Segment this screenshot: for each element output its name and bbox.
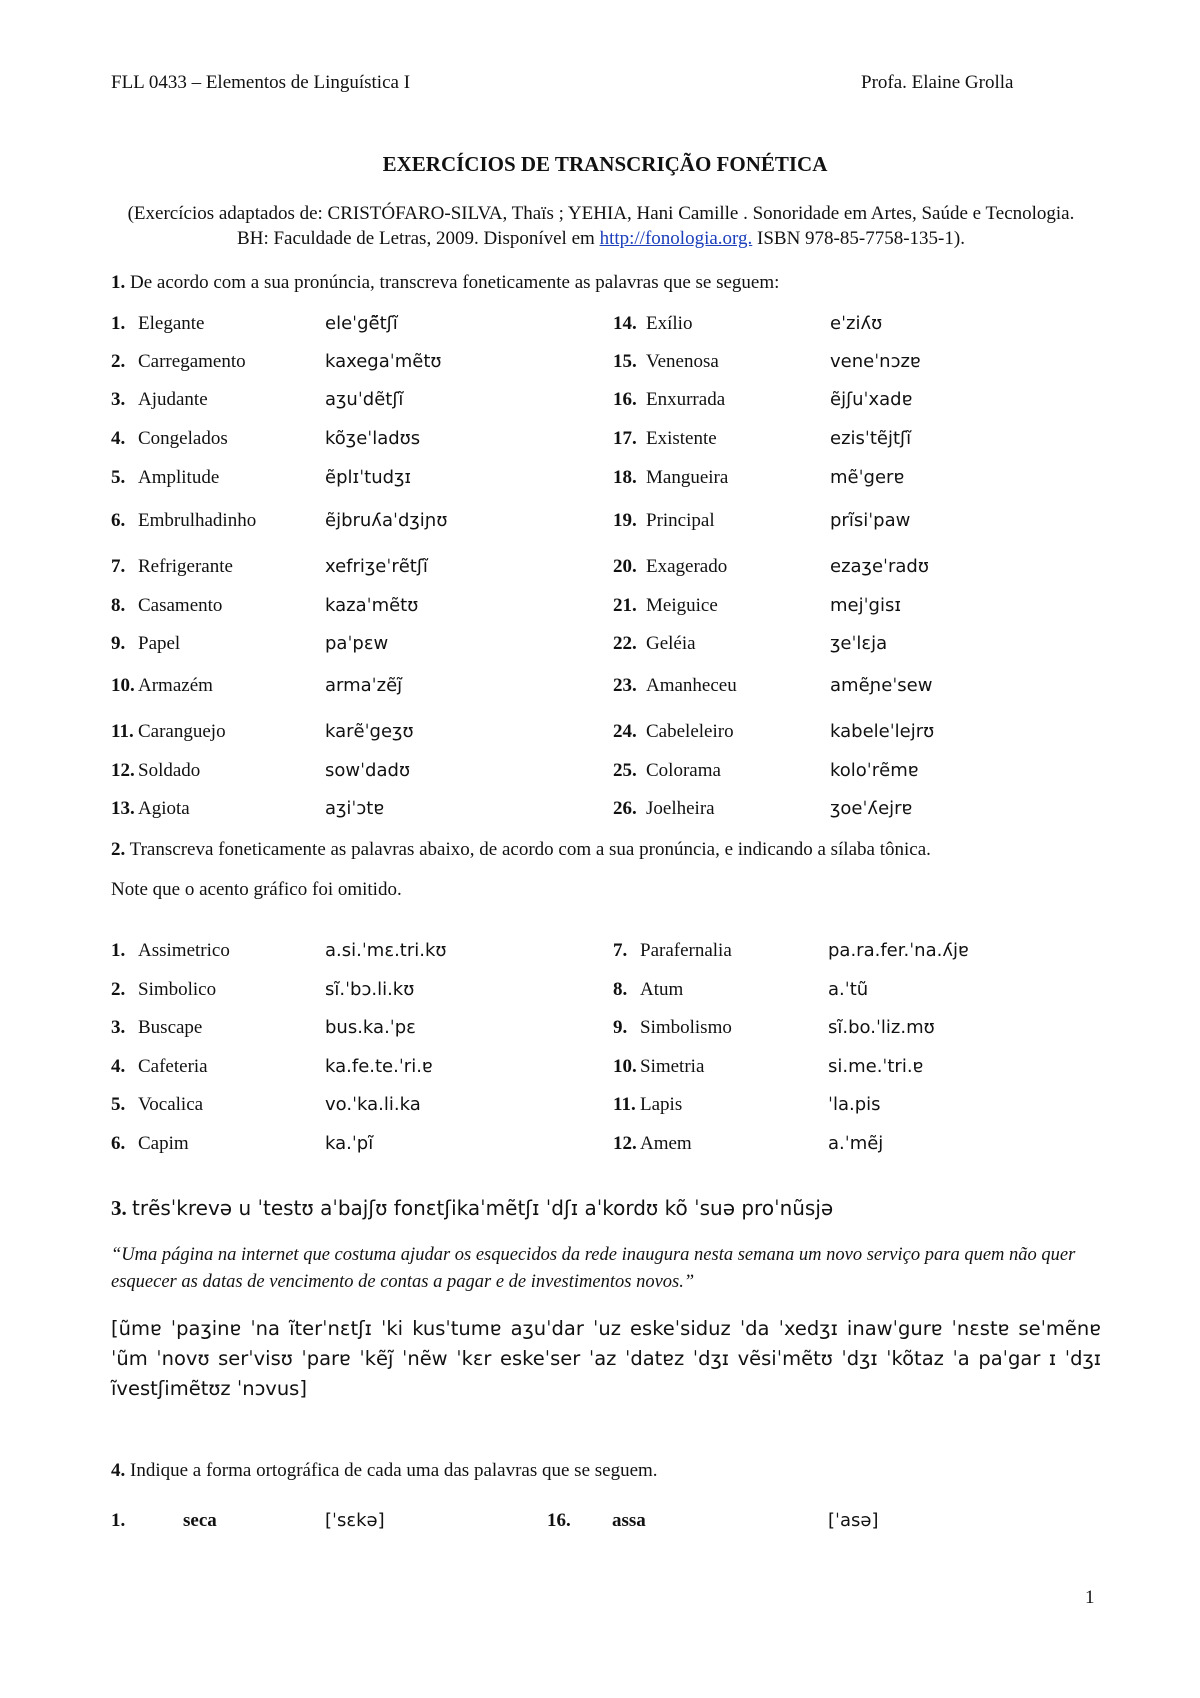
- item-ipa: pa.ra.fer.ˈna.ʎjɐ: [828, 940, 969, 961]
- item-word: Enxurrada: [646, 389, 726, 410]
- item-ipa: kõʒeˈladʊs: [325, 428, 421, 449]
- item-ipa: ʒoeˈʎejrɐ: [830, 798, 913, 819]
- item-ipa: prĩsiˈpaw: [830, 510, 911, 531]
- word-list-item: [0, 1094, 1200, 1124]
- item-number: 20.: [613, 556, 637, 577]
- item-ipa: veneˈnɔzɐ: [830, 351, 921, 372]
- word-list-item: [0, 1133, 1200, 1163]
- item-number: 16.: [613, 389, 637, 410]
- item-number: 5.: [111, 1094, 126, 1115]
- word-list-item: [0, 389, 1200, 419]
- word-list-item: [0, 510, 1200, 540]
- item-ipa: a.si.ˈmɛ.tri.kʊ: [325, 940, 447, 961]
- item-word: assa: [612, 1510, 646, 1531]
- document-title: EXERCÍCIOS DE TRANSCRIÇÃO FONÉTICA: [382, 152, 828, 176]
- item-number: 8.: [613, 979, 628, 1000]
- item-word: Assimetrico: [138, 940, 230, 961]
- item-ipa: a.ˈtũ: [828, 979, 869, 1000]
- word-list-item: [0, 556, 1200, 586]
- item-word: Exagerado: [646, 556, 728, 577]
- item-word: Existente: [646, 428, 717, 449]
- item-ipa: eleˈgẽ̃tʃĩ: [325, 313, 398, 334]
- word-list-item: [0, 721, 1200, 751]
- item-word: Soldado: [138, 760, 201, 781]
- question-1-prompt: [111, 272, 779, 294]
- item-ipa: vo.ˈka.li.ka: [325, 1094, 421, 1115]
- item-word: Amem: [640, 1133, 692, 1154]
- item-word: Principal: [646, 510, 715, 531]
- item-ipa: aʒiˈɔtɐ: [325, 798, 385, 819]
- item-number: 17.: [613, 428, 637, 449]
- item-number: 1.: [111, 313, 126, 334]
- word-list-item: [0, 979, 1200, 1009]
- item-ipa: ezisˈtẽjtʃĩ: [830, 428, 912, 449]
- word-list-item: [0, 798, 1200, 828]
- item-word: Buscape: [138, 1017, 203, 1038]
- citation-text: (Exercícios adaptados de: CRISTÓFARO-SILVA, Thaïs ; YEHIA, Hani Camille . Sonoridade em Artes, Saúde e Tecnologia. BH: Faculdade de Letras, 2009. Disponível em: [127, 203, 1075, 249]
- word-list-item: [0, 428, 1200, 458]
- item-number: 3.: [111, 1017, 126, 1038]
- item-word: Cafeteria: [138, 1056, 208, 1077]
- item-number: 24.: [613, 721, 637, 742]
- item-word: Ajudante: [138, 389, 208, 410]
- question-text: Transcreva foneticamente as palavras abaixo, de acordo com a sua pronúncia, e indicando a sílaba tônica.: [129, 839, 931, 860]
- item-number: 15.: [613, 351, 637, 372]
- question-2-note: Note que o acento gráfico foi omitido.: [111, 879, 402, 900]
- item-word: Casamento: [138, 595, 223, 616]
- item-ipa: ka.fe.te.ˈri.ɐ: [325, 1056, 433, 1077]
- word-list-item: [0, 351, 1200, 381]
- item-word: Amplitude: [138, 467, 220, 488]
- item-number: 1.: [111, 940, 126, 961]
- item-number: 11.: [613, 1094, 636, 1115]
- item-ipa: kaxegaˈmẽtʊ: [325, 351, 442, 372]
- item-word: Armazém: [138, 675, 213, 696]
- item-ipa: kazaˈmẽtʊ: [325, 595, 419, 616]
- word-list-item: [0, 1017, 1200, 1047]
- item-number: 22.: [613, 633, 637, 654]
- item-ipa: ka.ˈpĩ: [325, 1133, 374, 1154]
- item-number: 19.: [613, 510, 637, 531]
- item-word: Capim: [138, 1133, 189, 1154]
- item-number: 1.: [111, 1510, 126, 1531]
- item-number: 11.: [111, 721, 134, 742]
- item-number: 14.: [613, 313, 637, 334]
- item-word: Cabeleleiro: [646, 721, 734, 742]
- item-number: 16.: [547, 1510, 571, 1531]
- item-ipa: xefriʒeˈrẽtʃĩ: [325, 556, 428, 577]
- item-number: 5.: [111, 467, 126, 488]
- item-ipa: [ˈasə]: [828, 1510, 879, 1531]
- question-2-prompt: [111, 839, 931, 861]
- item-ipa: armaˈzẽj̃: [325, 675, 403, 696]
- item-number: 6.: [111, 1133, 126, 1154]
- item-number: 2.: [111, 351, 126, 372]
- question-4-row: [0, 1510, 1200, 1540]
- item-ipa: ẽjbruʎaˈdʒiɲʊ: [325, 510, 448, 531]
- item-number: 13.: [111, 798, 135, 819]
- item-ipa: bus.ka.ˈpɛ: [325, 1017, 416, 1038]
- item-number: 7.: [613, 940, 628, 961]
- item-number: 12.: [613, 1133, 637, 1154]
- item-word: seca: [183, 1510, 217, 1531]
- item-number: 18.: [613, 467, 637, 488]
- source-citation: [111, 201, 1091, 251]
- item-word: Atum: [640, 979, 684, 1000]
- item-word: Simbolismo: [640, 1017, 732, 1038]
- item-number: 7.: [111, 556, 126, 577]
- item-ipa: ezaʒeˈradʊ: [830, 556, 929, 577]
- item-ipa: karẽˈgeʒʊ: [325, 721, 414, 742]
- word-list-item: [0, 760, 1200, 790]
- item-word: Simbolico: [138, 979, 217, 1000]
- item-number: 6.: [111, 510, 126, 531]
- question-3-prompt: [111, 1196, 833, 1221]
- question-number: 3.: [111, 1196, 127, 1220]
- item-number: 3.: [111, 389, 126, 410]
- item-ipa: sowˈdadʊ: [325, 760, 411, 781]
- question-number: 1.: [111, 272, 126, 293]
- question-number: 2.: [111, 839, 126, 860]
- question-3-ipa-title: trẽsˈkrevə u ˈtestʊ aˈbajʃʊ fonɛtʃikaˈmẽtʃɪ ˈdʃɪ aˈkordʊ kõ ˈsuə proˈnũsjə: [132, 1196, 834, 1220]
- item-ipa: eˈziʎʊ: [830, 313, 883, 334]
- item-ipa: a.ˈmẽj: [828, 1133, 884, 1154]
- course-header: FLL 0433 – Elementos de Linguística I: [111, 72, 411, 93]
- item-ipa: kabeleˈlejrʊ: [830, 721, 935, 742]
- word-list-item: [0, 467, 1200, 497]
- word-list-item: [0, 1056, 1200, 1086]
- citation-isbn: ISBN 978-85-7758-135-1).: [752, 228, 965, 249]
- question-number: 4.: [111, 1460, 126, 1481]
- item-word: Vocalica: [138, 1094, 204, 1115]
- item-word: Embrulhadinho: [138, 510, 257, 531]
- item-word: Colorama: [646, 760, 721, 781]
- item-number: 4.: [111, 1056, 126, 1077]
- item-number: 4.: [111, 428, 126, 449]
- item-number: 8.: [111, 595, 126, 616]
- item-word: Venenosa: [646, 351, 719, 372]
- item-word: Elegante: [138, 313, 205, 334]
- question-text: De acordo com a sua pronúncia, transcreva foneticamente as palavras que se seguem:: [130, 272, 780, 293]
- item-number: 10.: [111, 675, 135, 696]
- item-number: 2.: [111, 979, 126, 1000]
- item-number: 10.: [613, 1056, 637, 1077]
- item-word: Amanheceu: [646, 675, 737, 696]
- item-ipa: ʒeˈlɛja: [830, 633, 888, 654]
- question-3-quote: “Uma página na internet que costuma ajudar os esquecidos da rede inaugura nesta semana um novo serviço para quem não quer esquecer as datas de vencimento de contas a pagar e de investimentos novos.”: [111, 1245, 1076, 1292]
- question-text: Indique a forma ortográfica de cada uma das palavras que se seguem.: [130, 1460, 658, 1481]
- item-word: Mangueira: [646, 467, 729, 488]
- item-word: Joelheira: [646, 798, 715, 819]
- word-list-item: [0, 940, 1200, 970]
- item-word: Exílio: [646, 313, 693, 334]
- item-word: Parafernalia: [640, 940, 732, 961]
- question-4-prompt: [111, 1460, 658, 1482]
- item-number: 21.: [613, 595, 637, 616]
- item-number: 25.: [613, 760, 637, 781]
- citation-link[interactable]: http://fonologia.org.: [599, 228, 753, 249]
- word-list-item: [0, 633, 1200, 663]
- item-ipa: koloˈrẽmɐ: [830, 760, 919, 781]
- item-ipa: amẽɲeˈsew: [830, 675, 933, 696]
- page-number: 1: [1085, 1587, 1095, 1608]
- item-ipa: sĩ.bo.ˈliz.mʊ: [828, 1017, 935, 1038]
- item-ipa: [ˈsɛkə]: [325, 1510, 385, 1531]
- word-list-item: [0, 313, 1200, 343]
- item-word: Meiguice: [646, 595, 718, 616]
- item-word: Papel: [138, 633, 181, 654]
- item-ipa: mẽˈgerɐ: [830, 467, 905, 488]
- item-word: Simetria: [640, 1056, 705, 1077]
- item-word: Geléia: [646, 633, 696, 654]
- item-number: 26.: [613, 798, 637, 819]
- item-word: Congelados: [138, 428, 228, 449]
- item-word: Carregamento: [138, 351, 246, 372]
- item-ipa: ẽjʃuˈxadɐ: [830, 389, 913, 410]
- item-ipa: ˈla.pis: [828, 1094, 881, 1115]
- word-list-item: [0, 675, 1200, 705]
- item-ipa: mejˈgisɪ: [830, 595, 902, 616]
- item-word: Caranguejo: [138, 721, 226, 742]
- item-word: Agiota: [138, 798, 190, 819]
- item-word: Refrigerante: [138, 556, 233, 577]
- item-word: Lapis: [640, 1094, 683, 1115]
- item-number: 9.: [111, 633, 126, 654]
- professor-header: Profa. Elaine Grolla: [861, 72, 1014, 93]
- word-list-item: [0, 595, 1200, 625]
- item-number: 9.: [613, 1017, 628, 1038]
- item-number: 12.: [111, 760, 135, 781]
- item-ipa: ẽplɪˈtudʒɪ: [325, 467, 412, 488]
- item-ipa: aʒuˈdẽtʃĩ: [325, 389, 404, 410]
- item-number: 23.: [613, 675, 637, 696]
- item-ipa: sĩ.ˈbɔ.li.kʊ: [325, 979, 415, 1000]
- question-3-transcription: [ũmɐ ˈpaʒinɐ ˈna ĩterˈnɛtʃɪ ˈki kusˈtumɐ aʒuˈdar ˈuz eskeˈsiduz ˈda ˈxedʒɪ inawˈgurɐ ˈnɛstɐ seˈmẽnɐ ˈũm ˈnovʊ serˈvisʊ ˈparɐ ˈkẽj̃ ˈnẽw ˈkɛr eskeˈser ˈaz ˈdatɐz ˈdʒɪ vẽsiˈmẽtʊ ˈdʒɪ ˈkõtaz ˈa paˈgar ɪ ˈdʒɪ ĩvestʃimẽtʊz ˈnɔvus]: [111, 1317, 1101, 1400]
- item-ipa: si.me.ˈtri.ɐ: [828, 1056, 924, 1077]
- item-ipa: paˈpɛw: [325, 633, 389, 654]
